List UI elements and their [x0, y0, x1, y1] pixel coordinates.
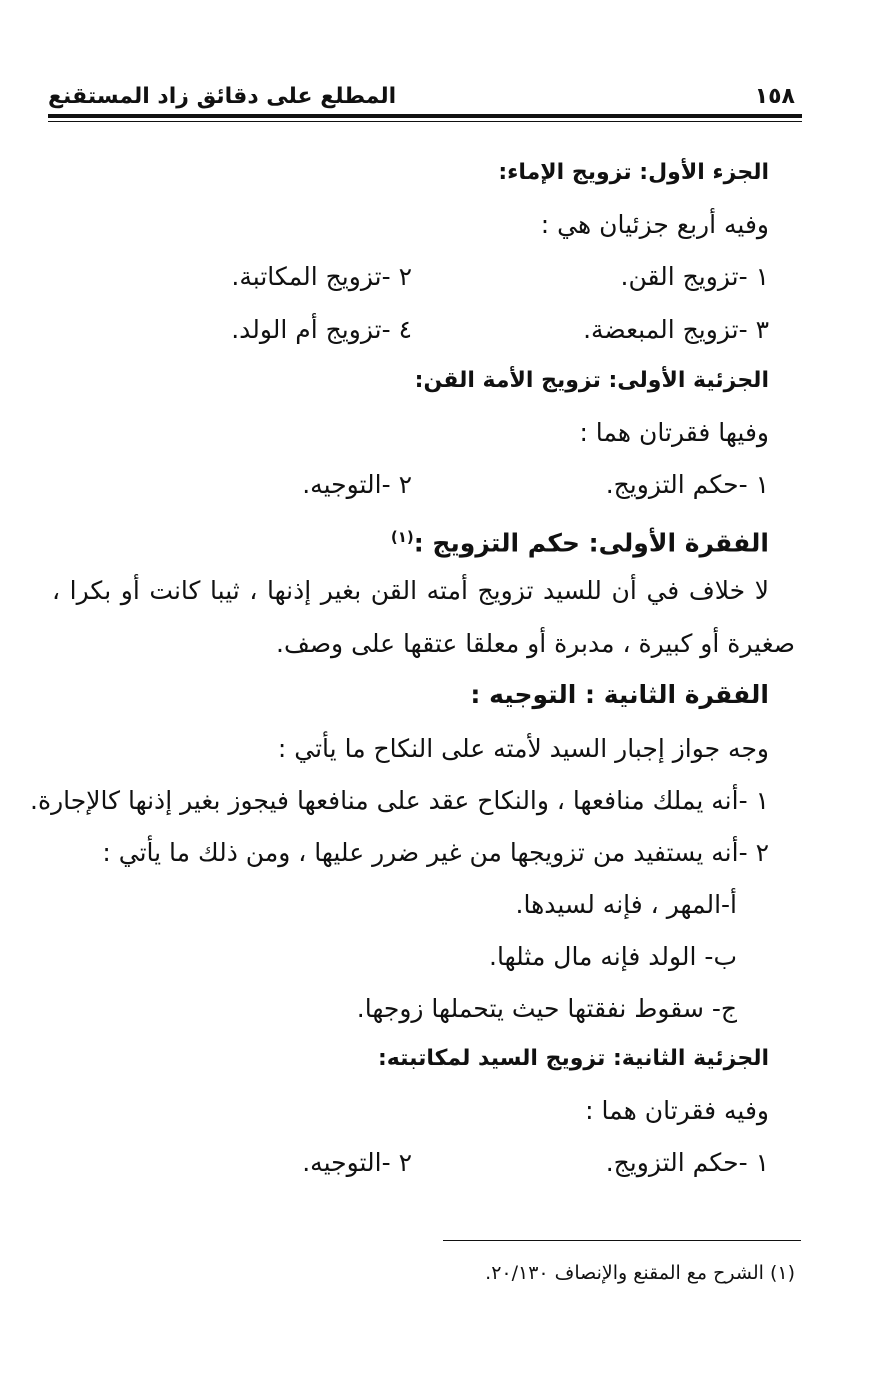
- para2-item-2: ٢ -أنه يستفيد من تزويجها من غير ضرر عليها ، ومن ذلك ما يأتي :: [102, 838, 769, 867]
- part-item-3: ٣ -تزويج المبعضة.: [583, 315, 769, 344]
- sub1-item-1: ١ -حكم التزويج.: [605, 470, 769, 499]
- para1-text-line1: لا خلاف في أن للسيد تزويج أمته القن بغير إذنها ، ثيبا كانت أو بكرا ،: [52, 576, 769, 605]
- sub2-item-1: ١ -حكم التزويج.: [605, 1148, 769, 1177]
- para2-sub-b: ب- الولد فإنه مال مثلها.: [489, 942, 737, 971]
- para1-text-line2: صغيرة أو كبيرة ، مدبرة أو معلقا عتقها على وصف.: [276, 629, 795, 658]
- para2-title: الفقرة الثانية : التوجيه :: [470, 680, 769, 709]
- para1-title-line: [391, 520, 769, 560]
- header-rule-thick: [48, 114, 802, 118]
- sub2-title: الجزئية الثانية: تزويج السيد لمكاتبته:: [377, 1046, 769, 1071]
- sub2-intro: وفيه فقرتان هما :: [585, 1096, 769, 1125]
- para2-item-1: ١ -أنه يملك منافعها ، والنكاح عقد على منافعها فيجوز بغير إذنها كالإجارة.: [30, 786, 769, 815]
- sub2-item-2: ٢ -التوجيه.: [302, 1148, 412, 1177]
- part-title: الجزء الأول: تزويج الإماء:: [498, 160, 769, 185]
- para2-sub-c: ج- سقوط نفقتها حيث يتحملها زوجها.: [356, 994, 737, 1023]
- sub1-intro: وفيها فقرتان هما :: [579, 418, 769, 447]
- header-rule-thin: [48, 121, 802, 122]
- part-item-1: ١ -تزويج القن.: [620, 262, 769, 291]
- part-item-2: ٢ -تزويج المكاتبة.: [231, 262, 412, 291]
- footnote-ref: (١): [390, 528, 414, 546]
- footnote-rule: [443, 1240, 801, 1241]
- part-item-4: ٤ -تزويج أم الولد.: [231, 315, 412, 344]
- page-number: ١٥٨: [754, 84, 795, 109]
- sub1-item-2: ٢ -التوجيه.: [302, 470, 412, 499]
- para1-title: الفقرة الأولى: حكم التزويج :: [413, 528, 769, 558]
- running-header-title: المطلع على دقائق زاد المستقنع: [48, 84, 397, 109]
- part-intro: وفيه أربع جزئيان هي :: [540, 210, 769, 239]
- footnote-text: (١) الشرح مع المقنع والإنصاف ٢٠/١٣٠.: [485, 1262, 795, 1284]
- para2-sub-a: أ-المهر ، فإنه لسيدها.: [515, 890, 737, 919]
- sub1-title: الجزئية الأولى: تزويج الأمة القن:: [414, 368, 769, 393]
- para2-intro: وجه جواز إجبار السيد لأمته على النكاح ما يأتي :: [277, 734, 769, 763]
